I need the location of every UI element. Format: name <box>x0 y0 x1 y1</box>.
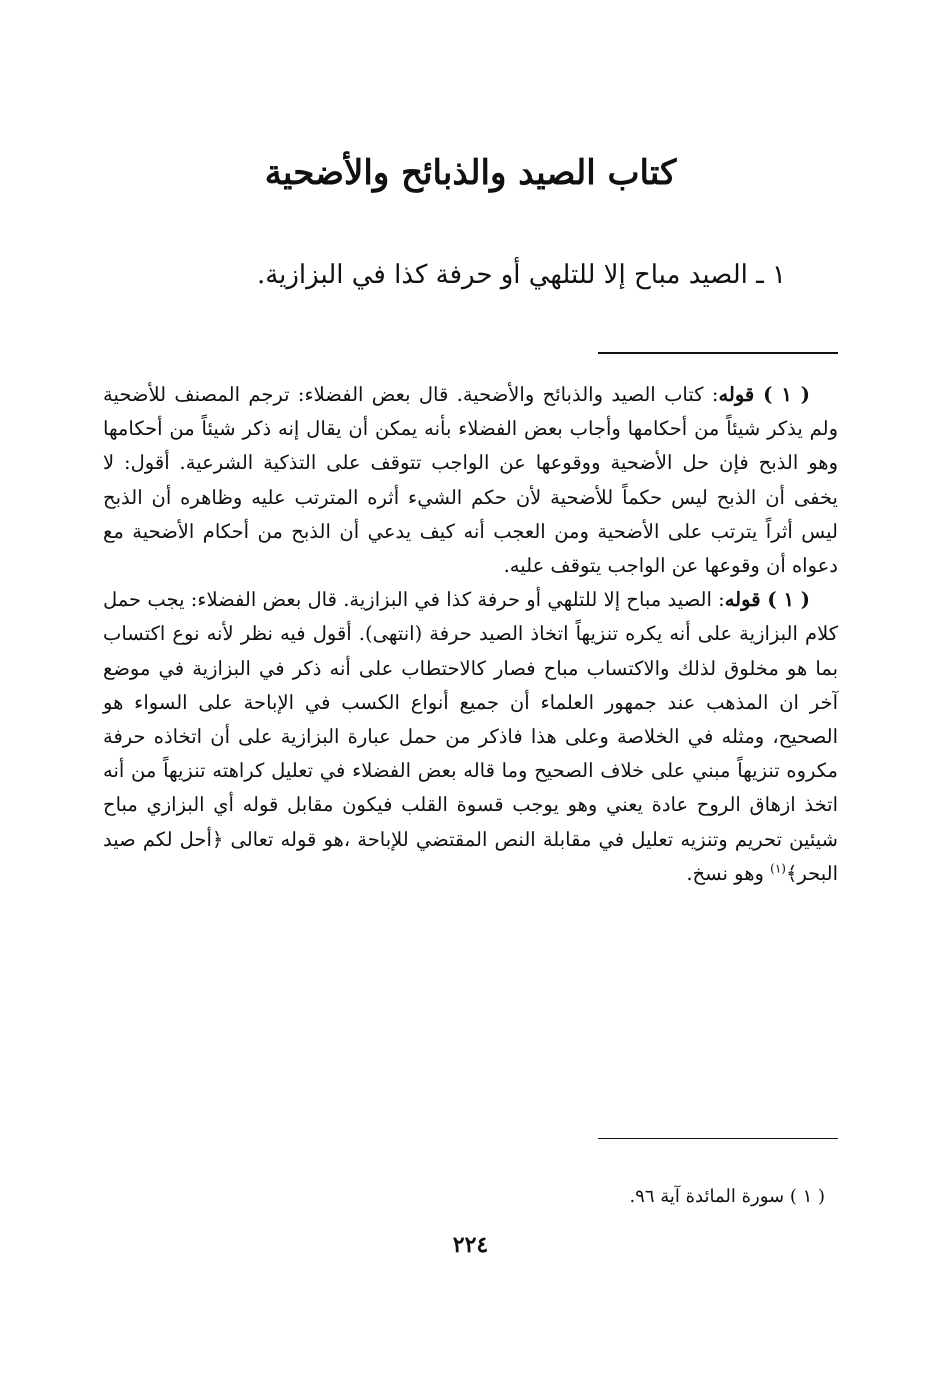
commentary-lead-1: ( ١ ) قوله <box>718 383 810 406</box>
commentary-separator <box>598 352 838 354</box>
page-number: ٢٢٤ <box>452 1232 489 1258</box>
chapter-title: كتاب الصيد والذبائح والأضحية <box>264 153 677 193</box>
commentary-tail-2: وهو نسخ. <box>686 861 771 885</box>
footnote-reference: (١) <box>770 861 786 876</box>
commentary-lead-2: ( ١ ) قوله <box>724 588 810 612</box>
main-text-line: ١ ـ الصيد مباح إلا للتلهي أو حرفة كذا في البزازية. <box>256 260 786 290</box>
commentary-block <box>103 378 838 891</box>
commentary-text-1: : كتاب الصيد والذبائح والأضحية. قال بعض الفضلاء: ترجم المصنف للأضحية ولم يذكر شيئاً من أحكامها وأجاب بعض الفضلاء بأنه يمكن أن يقال إنه ذكر شيئاً من أحكامها وهو الذبح فإن حل الأضحية ووقوعها عن الواجب تتوقف على التذكية الشرعية. أقول: لا يخفى أن الذبح ليس حكماً للأضحية لأن حكم الشيء أثره المترتب عليه وظاهره أن الذبح ليس أثراً يترتب على الأضحية ومن العجب أنه كيف يدعي أن الذبح من أحكام الأضحية مع دعواه أن وقوعها عن الواجب يتوقف عليه. <box>103 383 838 578</box>
footnote-separator <box>598 1138 838 1139</box>
footnote: ( ١ ) سورة المائدة آية ٩٦. <box>629 1186 825 1207</box>
commentary-text-2: : الصيد مباح إلا للتلهي أو حرفة كذا في البزازية. قال بعض الفضلاء: يجب حمل كلام البزازية على أنه يكره تنزيهاً اتخاذ الصيد حرفة (انتهى). أقول فيه نظر لأنه نوع اكتساب بما هو مخلوق لذلك والاكتساب مباح فصار كالاحتطاب على أنه ذكر في البزازية في موضع آخر ان المذهب عند جمهور العلماء أن جميع أنواع الكسب في الإباحة على السواء هو الصحيح، ومثله في الخلاصة وعلى هذا فاذكر من حمل عبارة البزازية على أن اتخاذه حرفة مكروه تنزيهاً مبني على خلاف الصحيح وما قاله بعض الفضلاء في تعليل كراهته تنزيهاً من أنه اتخذ ازهاق الروح عادة يعني وهو يوجب قسوة القلب فيكون مقابل قوله أي البزازي مباح شيئين تحريم وتنزيه تعليل في مقابلة النص المقتضي للإباحة ،هو قوله تعالى ﴿أحل لكم صيد البحر﴾ <box>103 588 838 885</box>
commentary-paragraph-1 <box>103 378 838 583</box>
commentary-paragraph-2 <box>103 583 838 891</box>
